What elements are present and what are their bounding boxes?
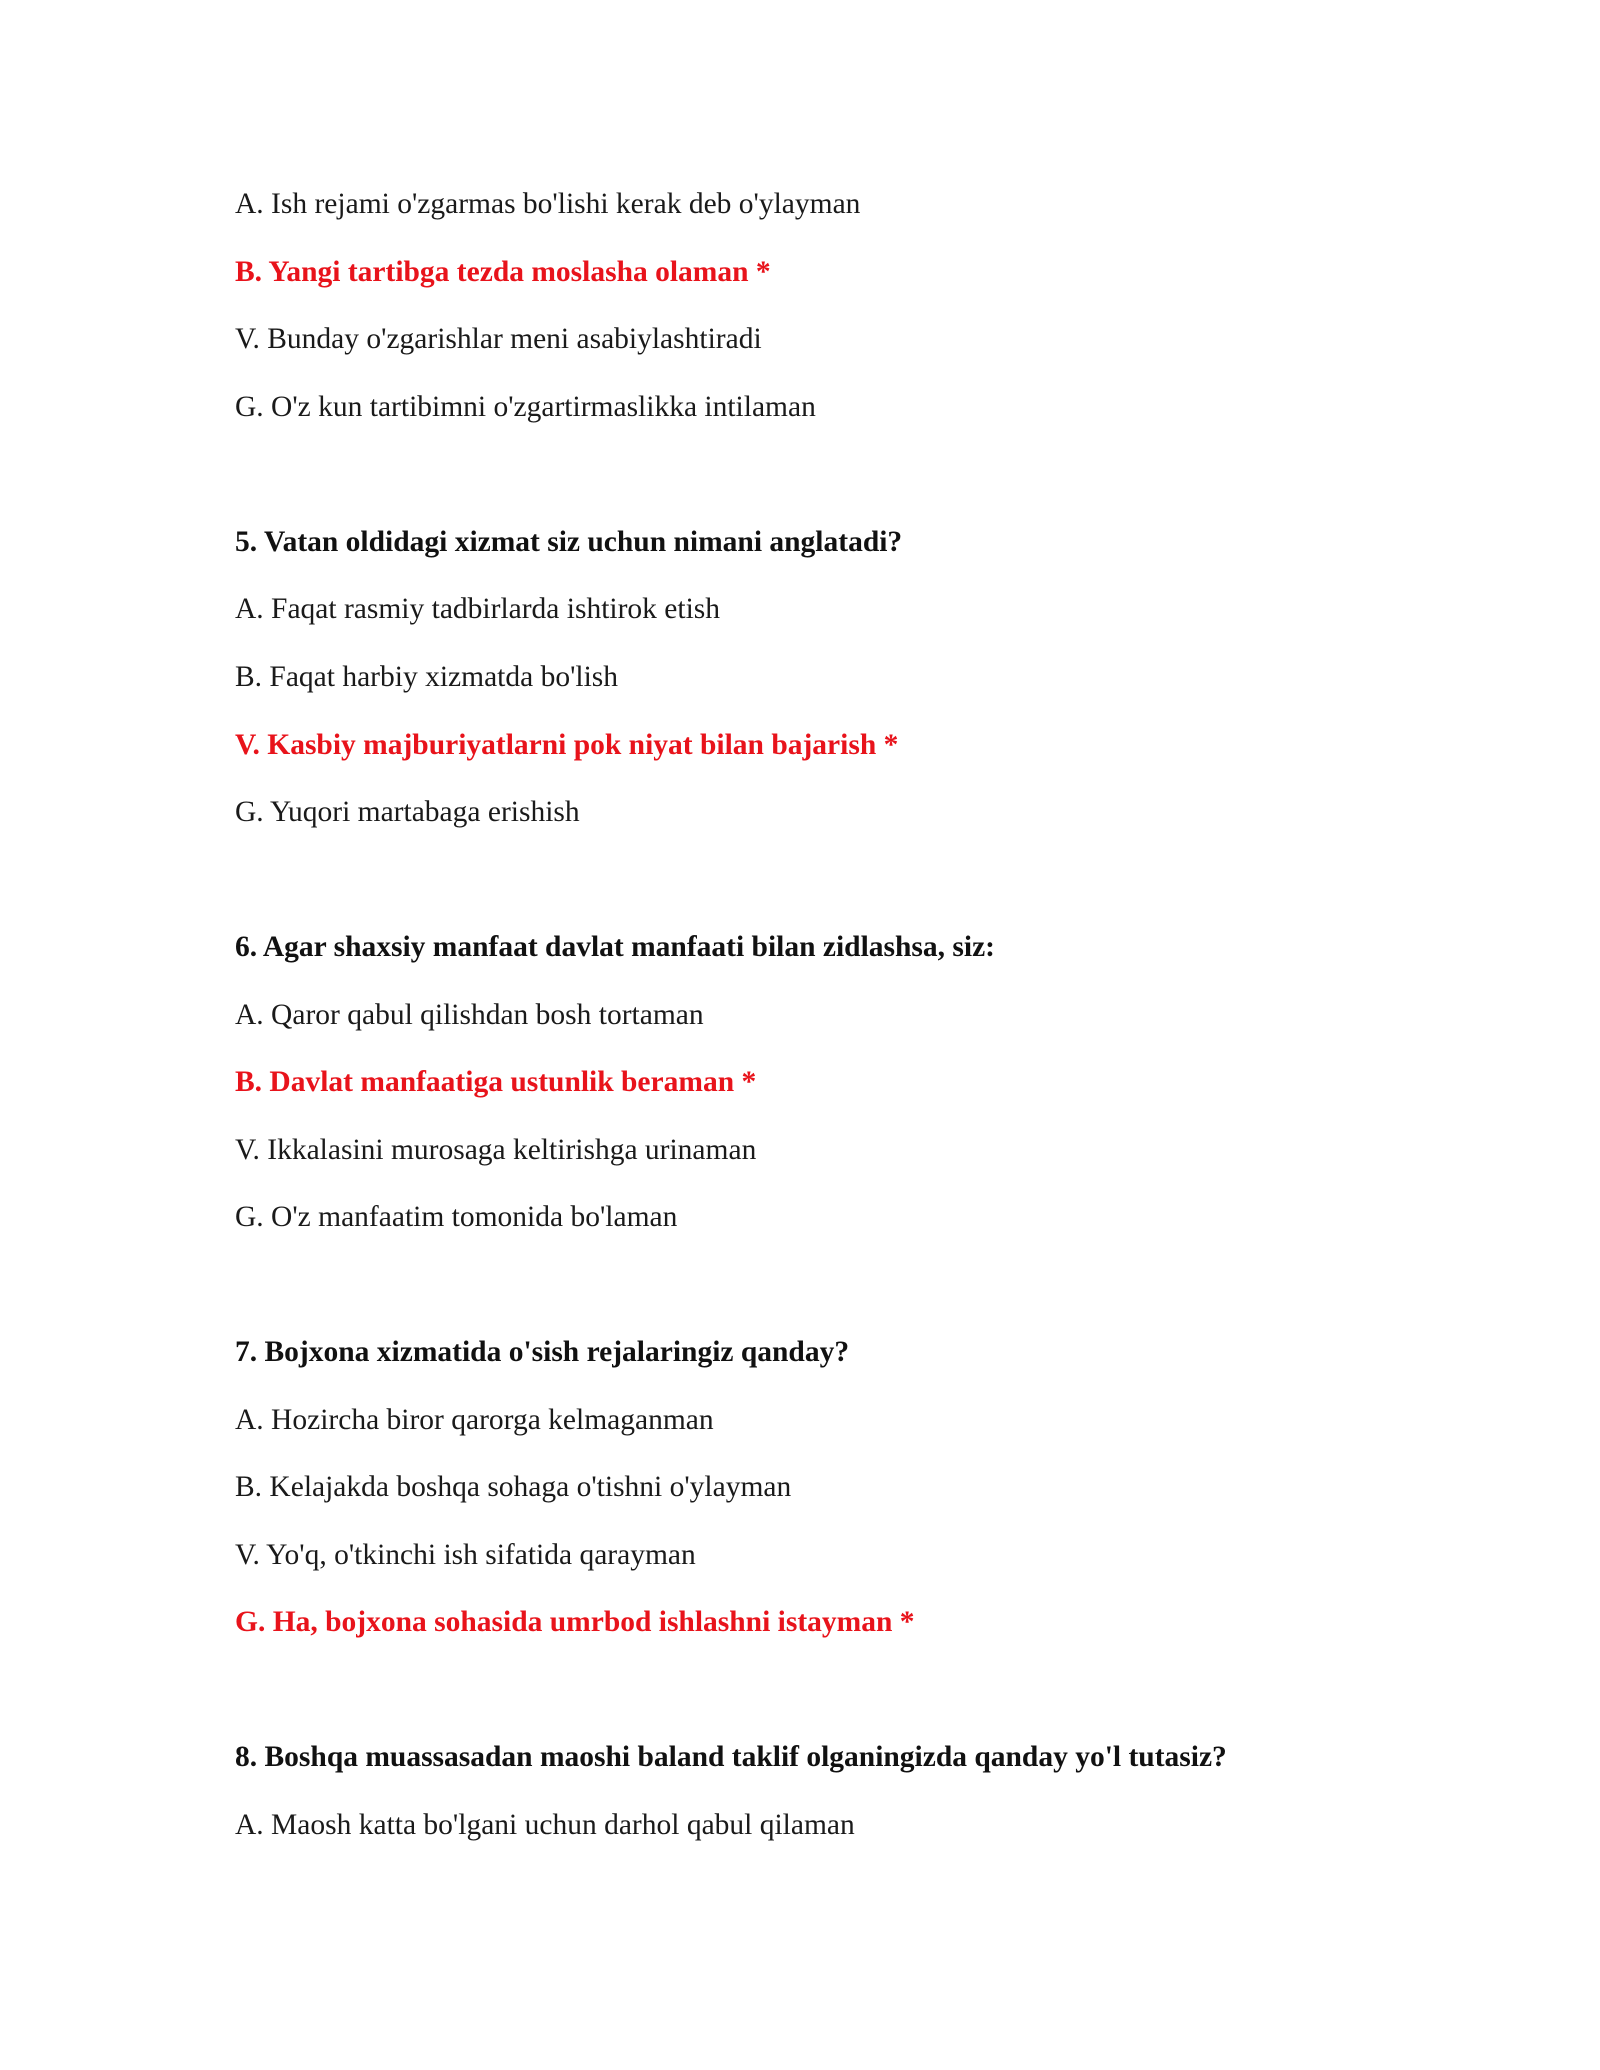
q4-option-b-correct: B. Yangi tartibga tezda moslasha olaman * (235, 256, 771, 288)
q6-option-v: V. Ikkalasini murosaga keltirishga urinaman (235, 1134, 757, 1166)
q4-option-v: V. Bunday o'zgarishlar meni asabiylashtiradi (235, 323, 762, 355)
q5-option-b: B. Faqat harbiy xizmatda bo'lish (235, 661, 619, 693)
q7-option-b: B. Kelajakda boshqa sohaga o'tishni o'ylayman (235, 1471, 792, 1503)
q5-option-v-correct: V. Kasbiy majburiyatlarni pok niyat bilan bajarish * (235, 729, 899, 761)
q8-option-a: A. Maosh katta bo'lgani uchun darhol qabul qilaman (235, 1809, 855, 1841)
question-8: 8. Boshqa muassasadan maoshi baland taklif olganingizda qanday yo'l tutasiz? (235, 1741, 1227, 1773)
q6-option-a: A. Qaror qabul qilishdan bosh tortaman (235, 999, 704, 1031)
q6-option-b-correct: B. Davlat manfaatiga ustunlik beraman * (235, 1066, 757, 1098)
q4-option-a: A. Ish rejami o'zgarmas bo'lishi kerak deb o'ylayman (235, 188, 861, 220)
q7-option-v: V. Yo'q, o'tkinchi ish sifatida qarayman (235, 1539, 696, 1571)
q5-option-g: G. Yuqori martabaga erishish (235, 796, 580, 828)
q5-option-a: A. Faqat rasmiy tadbirlarda ishtirok etish (235, 593, 721, 625)
question-7: 7. Bojxona xizmatida o'sish rejalaringiz qanday? (235, 1336, 850, 1368)
question-6: 6. Agar shaxsiy manfaat davlat manfaati bilan zidlashsa, siz: (235, 931, 995, 963)
q4-option-g: G. O'z kun tartibimni o'zgartirmaslikka intilaman (235, 391, 816, 423)
q6-option-g: G. O'z manfaatim tomonida bo'laman (235, 1201, 678, 1233)
question-5: 5. Vatan oldidagi xizmat siz uchun nimani anglatadi? (235, 526, 903, 558)
q7-option-g-correct: G. Ha, bojxona sohasida umrbod ishlashni istayman * (235, 1606, 915, 1638)
q7-option-a: A. Hozircha biror qarorga kelmaganman (235, 1404, 714, 1436)
